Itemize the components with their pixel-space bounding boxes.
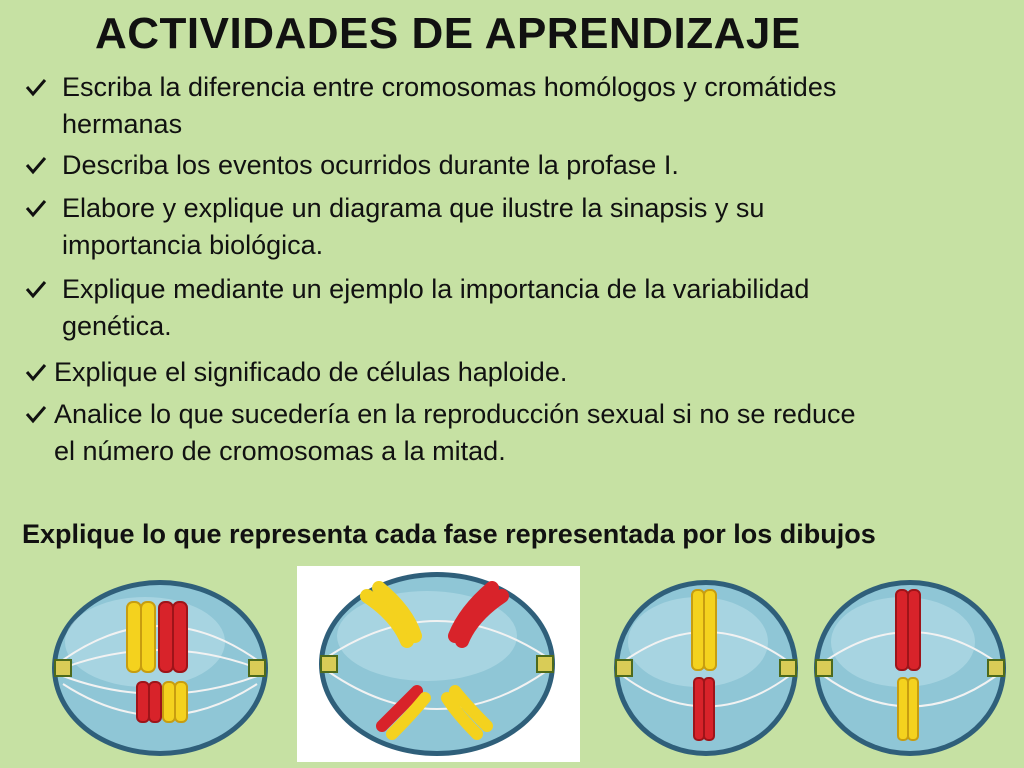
checkmark-icon	[24, 153, 48, 177]
cell-drawing-1	[45, 572, 275, 762]
list-item	[24, 190, 984, 264]
checkmark-icon	[24, 75, 48, 99]
image-panel	[297, 566, 580, 762]
list-item-text: Analice lo que sucedería en la reproducción sexual si no se reduce	[54, 399, 856, 429]
checkmark-icon	[24, 277, 48, 301]
list-item	[24, 69, 984, 143]
checkmark-icon	[24, 360, 48, 384]
list-item-text: Escriba la diferencia entre cromosomas homólogos y cromátides	[62, 72, 837, 102]
list-item-text: hermanas	[62, 109, 183, 139]
checkmark-icon	[24, 402, 48, 426]
instruction-heading: Explique lo que representa cada fase representada por los dibujos	[22, 519, 876, 549]
checkmark-icon	[24, 196, 48, 220]
page-title: ACTIVIDADES DE APRENDIZAJE	[95, 9, 801, 58]
list-item-text: genética.	[62, 311, 172, 341]
list-item	[24, 354, 984, 391]
cell-drawing-3	[608, 572, 804, 762]
list-item-text: Describa los eventos ocurridos durante la profase I.	[62, 150, 679, 180]
list-item	[24, 271, 984, 345]
list-item	[24, 396, 1004, 470]
list-item	[24, 147, 984, 184]
list-item-text: importancia biológica.	[62, 230, 324, 260]
list-item-text: Elabore y explique un diagrama que ilustre la sinapsis y su	[62, 193, 765, 223]
list-item-text: Explique mediante un ejemplo la importancia de la variabilidad	[62, 274, 810, 304]
cell-drawing-4	[808, 572, 1012, 762]
list-item-text: Explique el significado de células haploide.	[54, 357, 568, 387]
list-item-text: el número de cromosomas a la mitad.	[54, 436, 506, 466]
